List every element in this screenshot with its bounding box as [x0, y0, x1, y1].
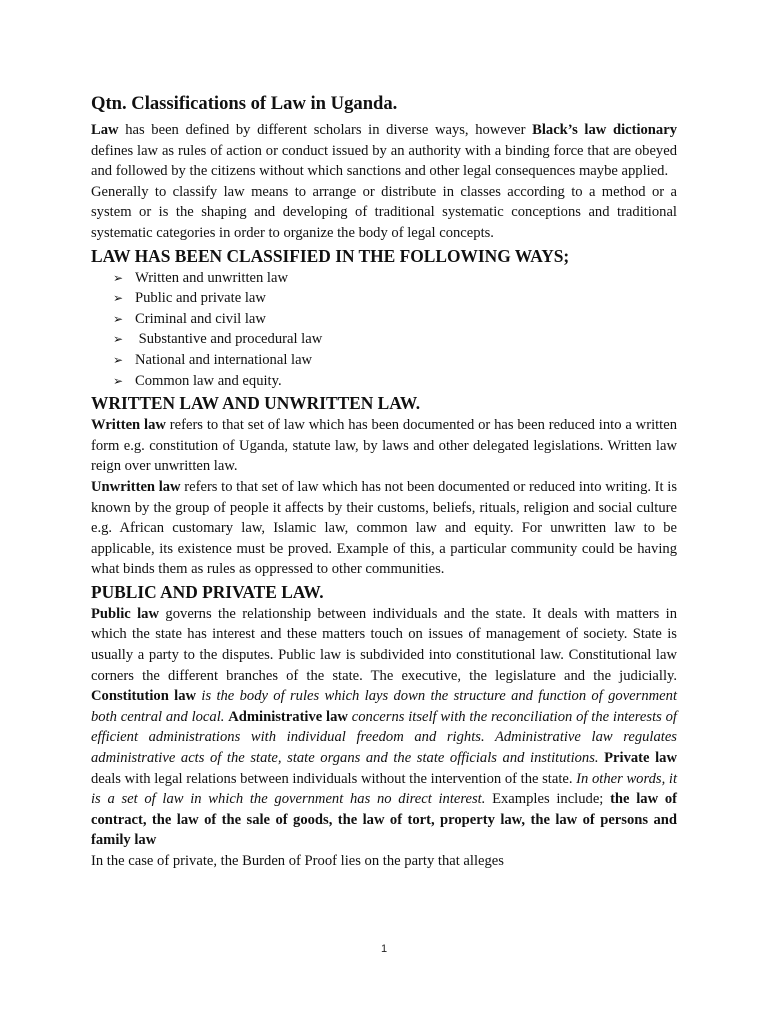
- law-definition-paragraph: Law has been defined by different scholars in diverse ways, however Black’s law dictionary defines law as rules of action or conduct issued by an authority with a binding force that are obeyed and followed by the citizens without which sanctions and other legal consequences maybe applied.: [91, 122, 677, 180]
- arrow-bullet-icon: ➢: [113, 270, 124, 285]
- arrow-bullet-icon: ➢: [113, 291, 124, 306]
- page-number: 1: [380, 943, 388, 955]
- written-law-term: Written law: [91, 417, 166, 434]
- administrative-law-term: Administrative law: [228, 708, 348, 725]
- classification-list: [91, 268, 677, 392]
- public-private-paragraph: Public law governs the relationship between individuals and the state. It deals with matters in which the state has interest and these matters touch on issues of management of society. State is usually a party to the disputes. Public law is subdivided into constitutional law. Constitutional law corners the different branches of the state. The executive, the legislature and the judicially. Constitution law is the body of rules which lays down the structure and function of government both central and local. Administrative law concerns itself with the reconciliation of the interests of efficient administrations with individual freedom and rights. Administrative law regulates administrative acts of the state, state organs and the state officials and institutions. Private law deals with legal relations between individuals without the intervention of the state. In other words, it is a set of law in which the government has no direct interest. Examples include; the law of contract, the law of the sale of goods, the law of tort, property law, the law of persons and family law: [91, 605, 678, 849]
- written-law-paragraph: Written law refers to that set of law which has been documented or has been reduced into a written form e.g. constitution of Uganda, statute law, by laws and other delegated legislations. Written law reign over unwritten law.: [91, 417, 678, 475]
- list-item: ➢ Criminal and civil law: [113, 309, 677, 330]
- private-law-examples: the law of contract, the law of the sale of goods, the law of tort, property law, the law of persons and family law: [91, 791, 677, 849]
- public-section-heading: PUBLIC AND PRIVATE LAW.: [91, 581, 324, 602]
- classify-definition-paragraph: Generally to classify law means to arrange or distribute in classes according to a method or a system or is the shaping and developing of traditional systematic conceptions and traditional systematic categories in order to organize the body of legal concepts.: [91, 183, 677, 241]
- arrow-bullet-icon: ➢: [113, 311, 124, 326]
- list-item: ➢ Substantive and procedural law: [113, 329, 677, 350]
- private-law-term: Private law: [604, 750, 677, 767]
- classified-heading: LAW HAS BEEN CLASSIFIED IN THE FOLLOWING WAYS;: [91, 245, 570, 266]
- public-law-term: Public law: [91, 605, 160, 622]
- arrow-bullet-icon: ➢: [113, 332, 124, 347]
- list-item: ➢ National and international law: [113, 350, 677, 371]
- list-item: ➢ Common law and equity.: [113, 371, 677, 392]
- document-page: [91, 92, 677, 872]
- unwritten-law-term: Unwritten law: [91, 478, 181, 495]
- law-term: Law: [91, 122, 119, 138]
- blacks-dictionary-term: Black’s law dictionary: [532, 122, 677, 138]
- list-item: ➢ Public and private law: [113, 288, 677, 309]
- constitution-law-term: Constitution law: [91, 688, 197, 705]
- page-title: Qtn. Classifications of Law in Uganda.: [91, 93, 398, 114]
- list-item: ➢ Written and unwritten law: [113, 268, 677, 289]
- unwritten-law-paragraph: Unwritten law refers to that set of law which has not been documented or reduced into writing. It is known by the group of people it affects by their customs, beliefs, rituals, religion and social culture e.g. African customary law, Islamic law, common law and equity. For unwritten law to be applicable, its existence must be proved. Example of this, a particular community could be having what binds them as rules as oppressed to other communities.: [91, 478, 677, 578]
- burden-of-proof-paragraph: In the case of private, the Burden of Proof lies on the party that alleges: [91, 853, 504, 869]
- written-section-heading: WRITTEN LAW AND UNWRITTEN LAW.: [91, 393, 421, 414]
- arrow-bullet-icon: ➢: [113, 373, 124, 388]
- arrow-bullet-icon: ➢: [113, 352, 124, 367]
